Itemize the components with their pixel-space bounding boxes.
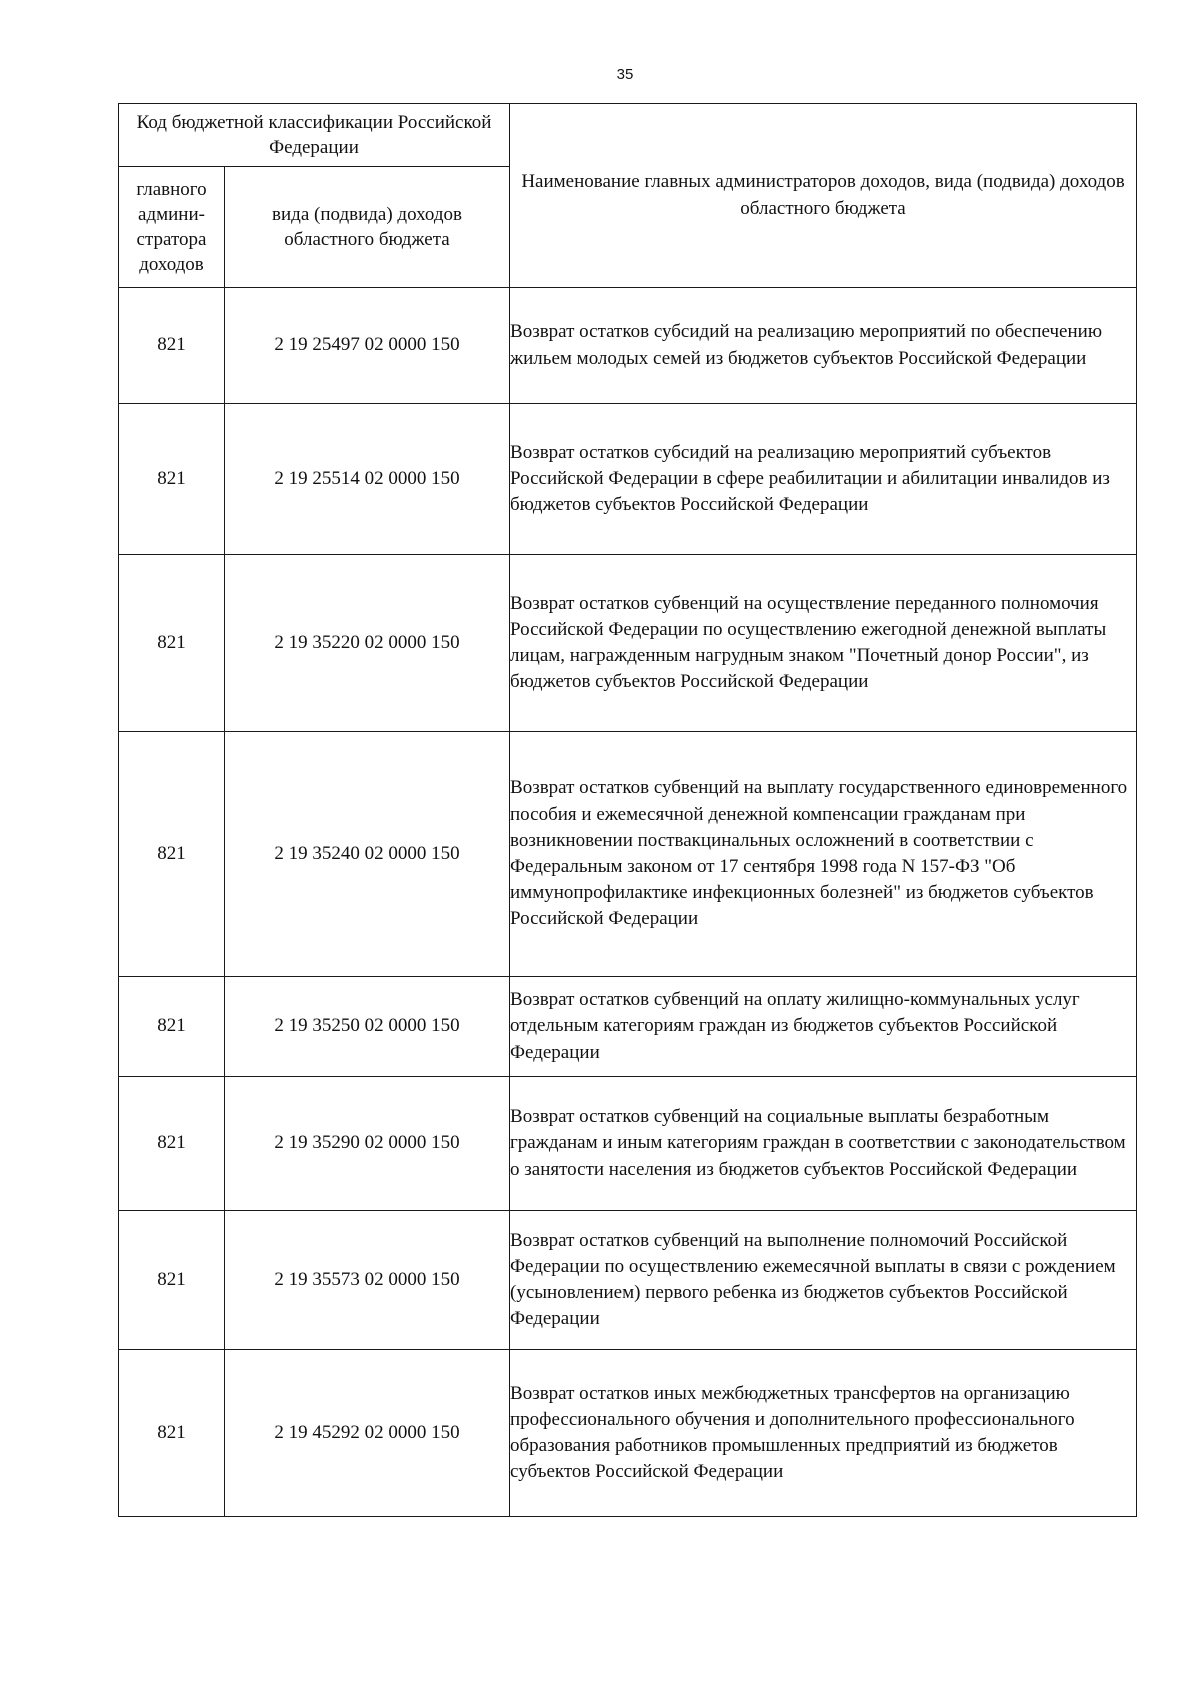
income-name-cell: Возврат остатков субвенций на социальные выплаты безработным гражданам и иным категориям граждан в соответствии с законодательством о занятости населения из бюджетов субъектов Российской Федерации: [510, 1077, 1137, 1211]
kbk-code-cell: 2 19 25514 02 0000 150: [225, 404, 510, 555]
kbk-code-cell: 2 19 35573 02 0000 150: [225, 1211, 510, 1350]
table-row: [119, 977, 1137, 1077]
kbk-code-cell: 2 19 35240 02 0000 150: [225, 732, 510, 977]
income-name-cell: Возврат остатков субсидий на реализацию мероприятий субъектов Российской Федерации в сфере реабилитации и абилитации инвалидов из бюджетов субъектов Российской Федерации: [510, 404, 1137, 555]
kbk-code-cell: 2 19 45292 02 0000 150: [225, 1350, 510, 1517]
table-header: [119, 104, 1137, 288]
income-name-cell: Возврат остатков субвенций на осуществление переданного полномочия Российской Федерации по осуществлению ежегодной денежной выплаты лицам, награжденным нагрудным знаком "Почетный донор России", из бюджетов субъектов Российской Федерации: [510, 555, 1137, 732]
kbk-code-cell: 2 19 35290 02 0000 150: [225, 1077, 510, 1211]
page-number: 35: [616, 66, 634, 83]
admin-code-cell: 821: [119, 555, 225, 732]
kbk-code-cell: 2 19 25497 02 0000 150: [225, 288, 510, 404]
income-name-cell: Возврат остатков субвенций на оплату жилищно-коммунальных услуг отдельным категориям граждан из бюджетов субъектов Российской Федерации: [510, 977, 1137, 1077]
admin-code-cell: 821: [119, 1350, 225, 1517]
income-name-cell: Возврат остатков субсидий на реализацию мероприятий по обеспечению жильем молодых семей из бюджетов субъектов Российской Федерации: [510, 288, 1137, 404]
kbk-code-cell: 2 19 35220 02 0000 150: [225, 555, 510, 732]
admin-code-cell: 821: [119, 732, 225, 977]
table-row: [119, 288, 1137, 404]
admin-code-cell: 821: [119, 1077, 225, 1211]
admin-code-cell: 821: [119, 404, 225, 555]
header-kbk-column: вида (подвида) доходов областного бюджета: [225, 167, 510, 288]
header-name-column: Наименование главных администраторов доходов, вида (подвида) доходов областного бюджета: [510, 104, 1137, 288]
income-name-cell: Возврат остатков иных межбюджетных трансфертов на организацию профессионального обучения и дополнительного профессионального образования работников промышленных предприятий из бюджетов субъектов Российской Федерации: [510, 1350, 1137, 1517]
admin-code-cell: 821: [119, 977, 225, 1077]
table-row: [119, 1077, 1137, 1211]
header-admin-column: главного админи- стратора доходов: [119, 167, 225, 288]
table-row: [119, 1350, 1137, 1517]
table-body: [119, 288, 1137, 1517]
income-name-cell: Возврат остатков субвенций на выполнение полномочий Российской Федерации по осуществлению ежемесячной выплаты в связи с рождением (усыновлением) первого ребенка из бюджетов субъектов Российской Федерации: [510, 1211, 1137, 1350]
table-row: [119, 555, 1137, 732]
budget-classification-table: [118, 103, 1137, 1517]
income-name-cell: Возврат остатков субвенций на выплату государственного единовременного пособия и ежемесячной денежной компенсации гражданам при возникновении поствакцинальных осложнений в соответствии с Федеральным законом от 17 сентября 1998 года N 157-ФЗ "Об иммунопрофилактике инфекционных болезней" из бюджетов субъектов Российской Федерации: [510, 732, 1137, 977]
header-classification-code: Код бюджетной классификации Российской Федерации: [119, 104, 510, 167]
table-row: [119, 404, 1137, 555]
admin-code-cell: 821: [119, 1211, 225, 1350]
kbk-code-cell: 2 19 35250 02 0000 150: [225, 977, 510, 1077]
table-row: [119, 1211, 1137, 1350]
table-row: [119, 732, 1137, 977]
admin-code-cell: 821: [119, 288, 225, 404]
